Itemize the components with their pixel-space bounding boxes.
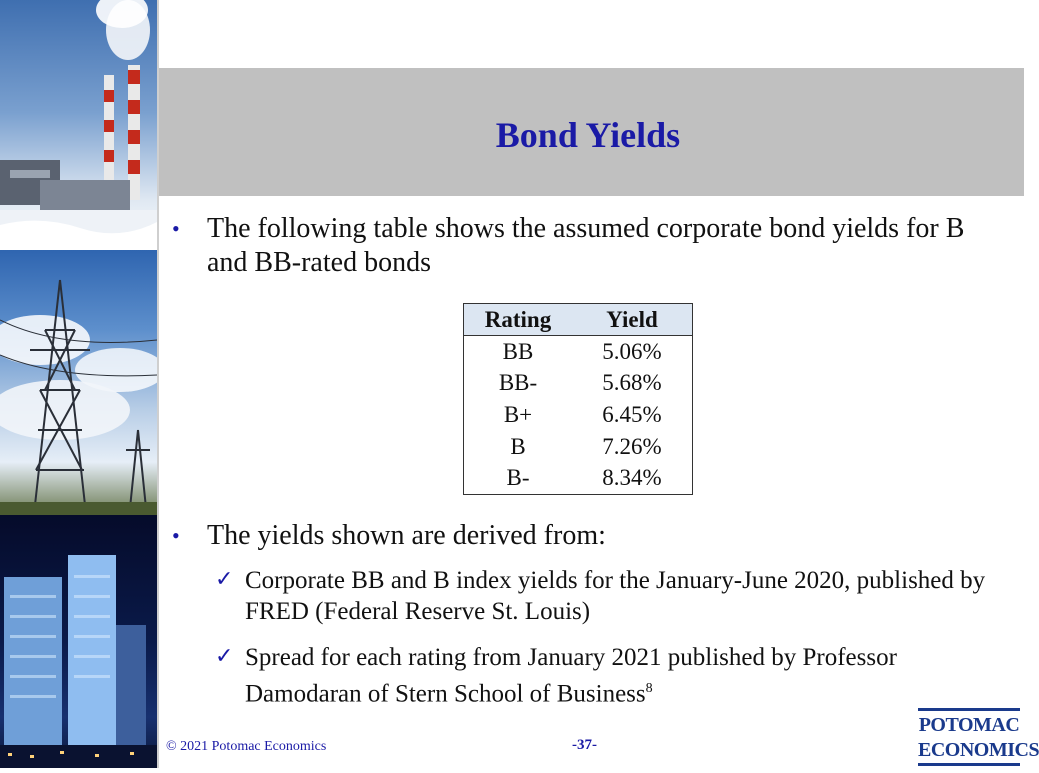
logo-line-1: POTOMAC [918,714,1020,736]
checkmark-icon: ✓ [215,643,234,668]
footnote-marker: 8 [645,681,653,696]
power-lines-photo [0,250,157,515]
city-night-photo [0,515,157,768]
column-header-rating: Rating [464,304,573,336]
sub-bullet-2 [245,642,1005,709]
potomac-economics-logo [918,708,1039,766]
sub-bullet-2-text: Spread for each rating from January 2021 published by Professor Damodaran of Stern School of Business [245,644,897,708]
yield-cell: 6.45% [602,401,662,427]
rating-cell: BB- [498,370,538,396]
table-row [464,462,693,494]
column-header-yield: Yield [572,304,693,336]
rating-cell: BB [502,338,534,364]
bullet-icon: • [172,216,180,241]
power-plant-photo [0,0,157,250]
page-number: -37- [572,737,597,753]
copyright-text: © 2021 Potomac Economics [166,739,327,754]
slide-title: Bond Yields [495,115,681,155]
yield-cell: 5.68% [602,370,662,396]
bullet-text-2: The yields shown are derived from: [207,520,606,551]
table-row [464,399,693,431]
yield-cell: 7.26% [602,433,662,459]
bond-yield-table [463,303,693,495]
table-row [464,336,693,368]
table-row [464,431,693,463]
photo-sidebar [0,0,157,768]
rating-cell: B+ [503,401,533,427]
yield-cell: 5.06% [602,338,662,364]
yield-cell: 8.34% [602,465,662,491]
table-row [464,368,693,400]
rating-cell: B [510,433,526,459]
bullet-icon: • [172,523,180,548]
bullet-text-1: The following table shows the assumed corporate bond yields for B and BB-rated bonds [207,213,965,278]
logo-line-2: ECONOMICS [918,739,1039,761]
rating-cell: B- [506,465,530,491]
table-header-row [464,304,693,336]
sub-bullet-1: Corporate BB and B index yields for the January-June 2020, published by FRED (Federal Reserve St. Louis) [245,567,986,625]
checkmark-icon: ✓ [215,566,234,591]
